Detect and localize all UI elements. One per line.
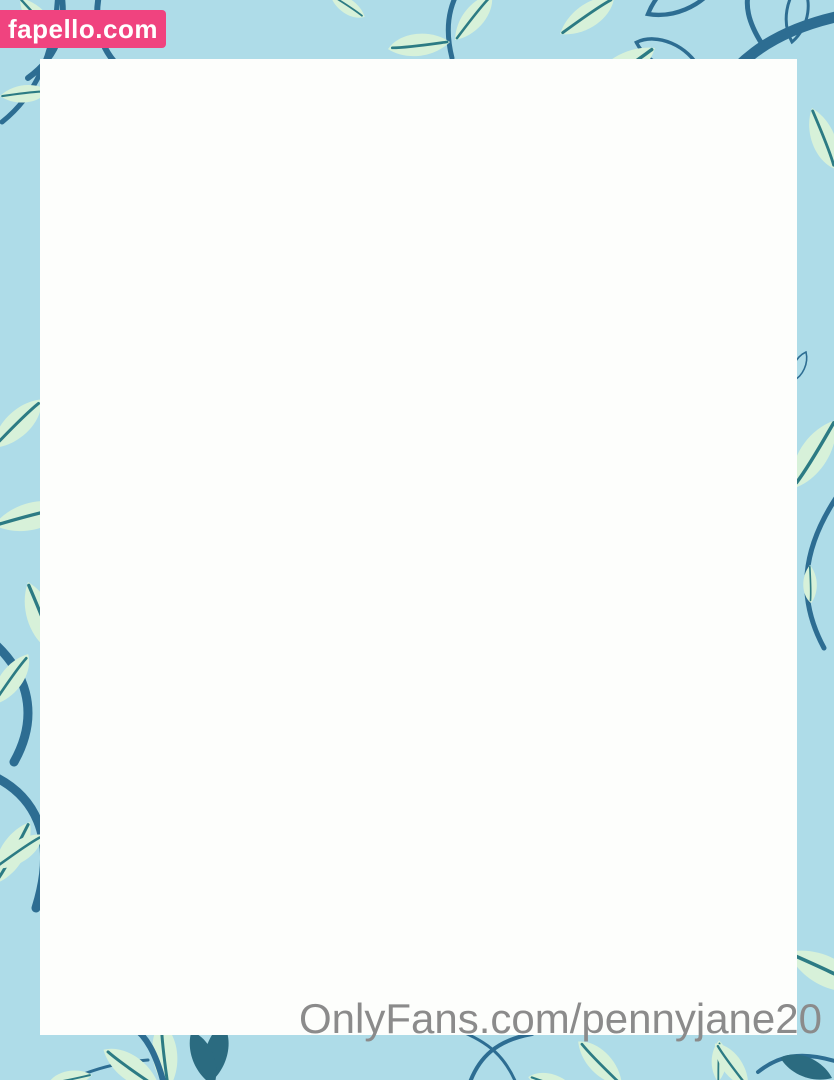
menu-card: [40, 59, 797, 1035]
onlyfans-watermark: OnlyFans.com/pennyjane20: [299, 995, 822, 1042]
fapello-badge[interactable]: fapello.com: [0, 10, 166, 48]
